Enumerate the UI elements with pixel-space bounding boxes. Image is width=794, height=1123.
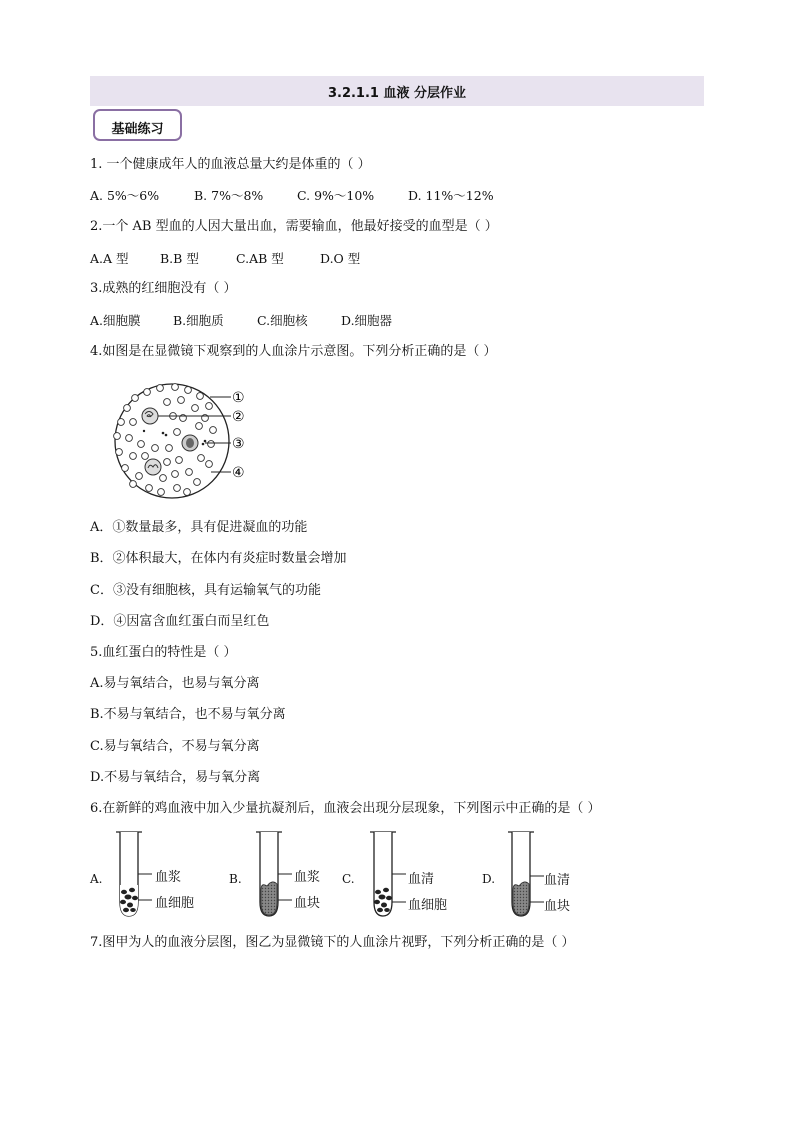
red-blood-cell: [142, 453, 149, 460]
q4-stem: 4.如图是在显微镜下观察到的人血涂片示意图。下列分析正确的是（ ）: [90, 344, 497, 359]
q1-option-a: A. 5%～6%: [90, 188, 160, 203]
red-blood-cell: [174, 485, 181, 492]
red-blood-cell: [130, 419, 137, 426]
q2-option-c: C.AB 型: [236, 251, 284, 266]
q1-option-d: D. 11%～12%: [408, 188, 494, 203]
red-blood-cell: [172, 384, 179, 391]
q3-option-b: B.细胞质: [173, 313, 224, 328]
red-blood-cell: [178, 397, 185, 404]
tube-b-bottom-label: 血块: [294, 896, 321, 911]
fig-label-3: ③: [232, 436, 245, 452]
red-blood-cell: [184, 489, 191, 496]
fig-label-4: ④: [232, 465, 245, 481]
red-blood-cell: [174, 429, 181, 436]
q2-option-d: D.O 型: [320, 251, 361, 266]
fig-label-2: ②: [232, 409, 245, 425]
red-blood-cell: [130, 481, 137, 488]
red-blood-cell: [130, 453, 137, 460]
q3-option-c: C.细胞核: [257, 313, 308, 328]
tube-d-bottom-label: 血块: [544, 899, 571, 914]
tube-d-top-label: 血清: [544, 873, 571, 888]
red-blood-cell: [206, 461, 213, 468]
red-blood-cell: [114, 433, 121, 440]
red-blood-cell: [172, 471, 179, 478]
red-blood-cell: [116, 449, 123, 456]
red-blood-cell: [192, 405, 199, 412]
tube-c-top-label: 血清: [408, 872, 435, 887]
tube-b-letter: B.: [229, 872, 242, 886]
q1-option-b: B. 7%～8%: [194, 188, 264, 203]
red-blood-cell: [146, 485, 153, 492]
red-blood-cell: [124, 405, 131, 412]
red-blood-cell: [185, 387, 192, 394]
q3-stem: 3.成熟的红细胞没有（ ）: [90, 281, 237, 296]
red-blood-cell: [144, 389, 151, 396]
q6-stem: 6.在新鲜的鸡血液中加入少量抗凝剂后，血液会出现分层现象，下列图示中正确的是（ ）: [90, 801, 601, 816]
tube-c-letter: C.: [342, 872, 355, 886]
red-blood-cell: [166, 445, 173, 452]
title-bar: [90, 76, 704, 106]
red-blood-cell: [160, 475, 167, 482]
red-blood-cell: [164, 399, 171, 406]
q2-option-a: A.A 型: [90, 251, 129, 266]
q5-option-d: D.不易与氧结合，易与氧分离: [90, 770, 261, 785]
q4-option-a: A．①数量最多，具有促进凝血的功能: [90, 520, 308, 535]
red-blood-cell: [194, 479, 201, 486]
q5-option-c: C.易与氧结合，不易与氧分离: [90, 739, 260, 754]
red-blood-cell: [136, 473, 143, 480]
page-title: 3.2.1.1 血液 分层作业: [327, 86, 467, 101]
test-tube-b: [252, 830, 292, 920]
red-blood-cell: [126, 435, 133, 442]
tube-a-letter: A.: [90, 872, 103, 886]
q4-option-d: D．④因富含血红蛋白而呈红色: [90, 614, 270, 629]
q3-option-a: A.细胞膜: [90, 313, 141, 328]
red-blood-cell: [164, 459, 171, 466]
q4-option-b: B．②体积最大，在体内有炎症时数量会增加: [90, 551, 347, 566]
tube-a-bottom-label: 血细胞: [155, 896, 195, 911]
q5-option-b: B.不易与氧结合，也不易与氧分离: [90, 707, 286, 722]
tube-c-bottom-label: 血细胞: [408, 898, 448, 913]
q1-stem: 1. 一个健康成年人的血液总量大约是体重的（ ）: [90, 157, 371, 172]
red-blood-cell: [186, 469, 193, 476]
red-blood-cell: [138, 441, 145, 448]
red-blood-cell: [176, 457, 183, 464]
test-tube-a: [112, 830, 152, 920]
red-blood-cell: [198, 455, 205, 462]
red-blood-cell: [208, 441, 215, 448]
red-blood-cell: [197, 393, 204, 400]
tube-a-top-label: 血浆: [155, 870, 182, 885]
q5-stem: 5.血红蛋白的特性是（ ）: [90, 645, 237, 660]
red-blood-cell: [206, 403, 213, 410]
red-blood-cell: [158, 489, 165, 496]
red-blood-cell: [122, 465, 129, 472]
q2-stem: 2.一个 AB 型血的人因大量出血，需要输血，他最好接受的血型是（ ）: [90, 219, 498, 234]
fig-label-1: ①: [232, 390, 245, 406]
section-badge: [93, 109, 182, 141]
red-blood-cell: [132, 395, 139, 402]
section-label: 基础练习: [111, 122, 164, 137]
red-blood-cell: [152, 445, 159, 452]
q5-option-a: A.易与氧结合，也易与氧分离: [90, 676, 260, 691]
q2-option-b: B.B 型: [160, 251, 199, 266]
tube-d-letter: D.: [482, 872, 496, 886]
test-tube-d: [504, 830, 544, 920]
red-blood-cell: [157, 385, 164, 392]
q1-option-c: C. 9%～10%: [297, 188, 375, 203]
q4-option-c: C．③没有细胞核，具有运输氧气的功能: [90, 583, 321, 598]
tube-b-top-label: 血浆: [294, 870, 321, 885]
red-blood-cell: [118, 419, 125, 426]
red-blood-cell: [196, 423, 203, 430]
red-blood-cell: [210, 427, 217, 434]
q7-stem: 7.图甲为人的血液分层图，图乙为显微镜下的人血涂片视野，下列分析正确的是（ ）: [90, 935, 575, 950]
test-tube-c: [366, 830, 406, 920]
blood-smear-figure: [105, 378, 265, 508]
q3-option-d: D.细胞器: [341, 313, 393, 328]
